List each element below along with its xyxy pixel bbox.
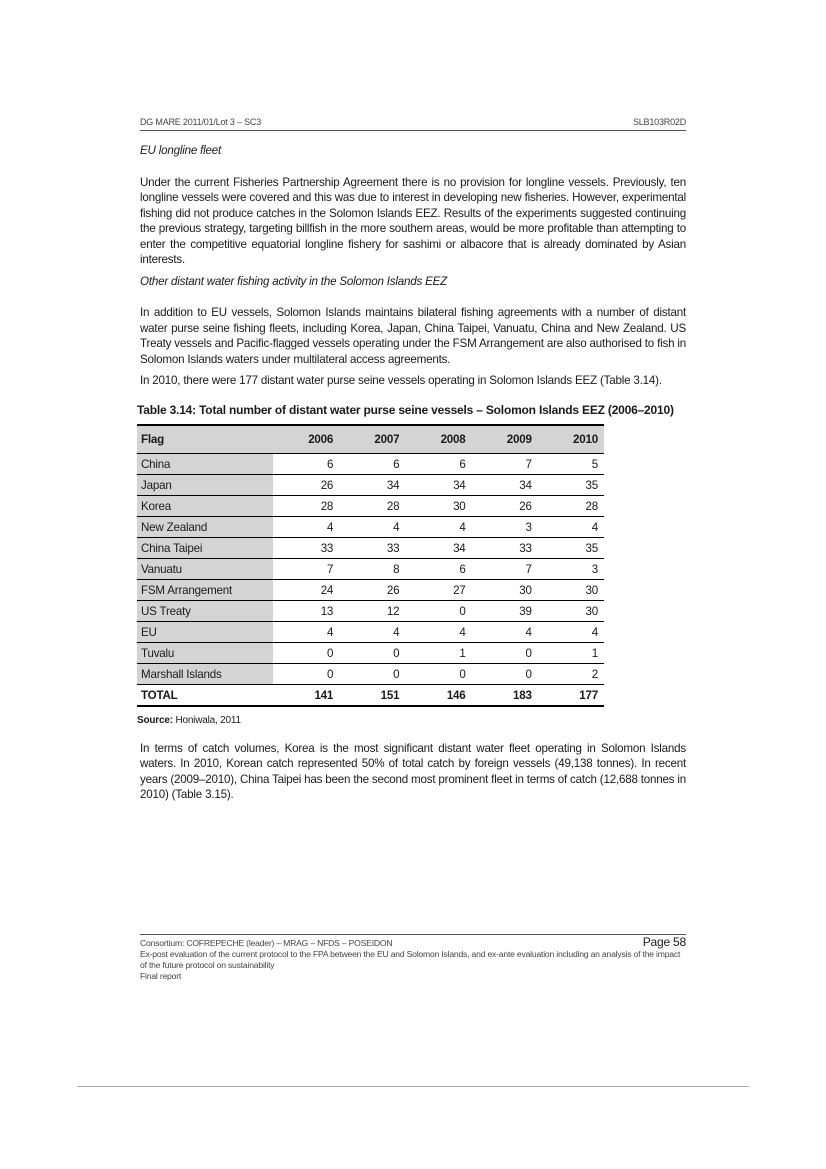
value-cell: 34 bbox=[472, 475, 538, 496]
header-flag: Flag bbox=[137, 425, 273, 454]
closing-paragraph: In terms of catch volumes, Korea is the most significant distant water fleet operating in Solomon Islands waters. In 2010, Korean catch represented 50% of total catch by foreign vessels (49,138 tonnes). In recent years (2009–2010), China Taipei has been the second most prominent fleet in terms of catch (12,688 tonnes in 2010) (Table 3.15). bbox=[140, 741, 686, 801]
value-cell: 34 bbox=[405, 475, 471, 496]
value-cell: 39 bbox=[472, 601, 538, 622]
value-cell: 4 bbox=[538, 622, 604, 643]
value-cell: 6 bbox=[273, 454, 339, 475]
value-cell: 6 bbox=[405, 559, 471, 580]
flag-cell: TOTAL bbox=[137, 685, 273, 707]
source-label: Source: bbox=[137, 715, 173, 726]
other-fishing-paragraph-2: In 2010, there were 177 distant water purse seine vessels operating in Solomon Islands EEZ (Table 3.14). bbox=[140, 374, 662, 387]
value-cell: 1 bbox=[538, 643, 604, 664]
value-cell: 3 bbox=[472, 517, 538, 538]
value-cell: 28 bbox=[538, 496, 604, 517]
page-number: Page 58 bbox=[642, 935, 686, 949]
value-cell: 28 bbox=[339, 496, 405, 517]
header-doc-id: SLB103R02D bbox=[632, 117, 686, 127]
value-cell: 0 bbox=[339, 643, 405, 664]
value-cell: 34 bbox=[339, 475, 405, 496]
table-row bbox=[137, 454, 604, 475]
header-2007: 2007 bbox=[339, 425, 405, 454]
value-cell: 27 bbox=[405, 580, 471, 601]
value-cell: 151 bbox=[339, 685, 405, 707]
value-cell: 0 bbox=[472, 664, 538, 685]
footer-consortium: Consortium: COFREPECHE (leader) – MRAG – NFDS – POSEIDON bbox=[140, 938, 393, 948]
value-cell: 1 bbox=[405, 643, 471, 664]
value-cell: 141 bbox=[273, 685, 339, 707]
header-2010: 2010 bbox=[538, 425, 604, 454]
value-cell: 30 bbox=[538, 601, 604, 622]
flag-cell: Korea bbox=[137, 496, 273, 517]
table-row bbox=[137, 601, 604, 622]
value-cell: 26 bbox=[472, 496, 538, 517]
value-cell: 4 bbox=[405, 517, 471, 538]
value-cell: 0 bbox=[273, 664, 339, 685]
source-text: Honiwala, 2011 bbox=[175, 715, 241, 726]
value-cell: 5 bbox=[538, 454, 604, 475]
footer-description: Ex-post evaluation of the current protocol to the FPA between the EU and Solomon Islands, and ex-ante evaluation including an analysis of the impact of the future protocol on sustainability bbox=[140, 949, 681, 970]
value-cell: 4 bbox=[273, 622, 339, 643]
value-cell: 183 bbox=[472, 685, 538, 707]
value-cell: 30 bbox=[538, 580, 604, 601]
value-cell: 6 bbox=[339, 454, 405, 475]
value-cell: 0 bbox=[339, 664, 405, 685]
table-row bbox=[137, 664, 604, 685]
flag-cell: New Zealand bbox=[137, 517, 273, 538]
value-cell: 177 bbox=[538, 685, 604, 707]
other-fishing-heading: Other distant water fishing activity in the Solomon Islands EEZ bbox=[140, 274, 448, 288]
flag-cell: China Taipei bbox=[137, 538, 273, 559]
flag-cell: China bbox=[137, 454, 273, 475]
table-row bbox=[137, 475, 604, 496]
footer-report-type: Final report bbox=[140, 971, 182, 981]
header-2006: 2006 bbox=[273, 425, 339, 454]
flag-cell: Marshall Islands bbox=[137, 664, 273, 685]
value-cell: 7 bbox=[273, 559, 339, 580]
bottom-rule bbox=[77, 1086, 749, 1087]
value-cell: 0 bbox=[405, 664, 471, 685]
value-cell: 4 bbox=[339, 622, 405, 643]
value-cell: 34 bbox=[405, 538, 471, 559]
table-row bbox=[137, 643, 604, 664]
value-cell: 26 bbox=[339, 580, 405, 601]
value-cell: 0 bbox=[273, 643, 339, 664]
value-cell: 8 bbox=[339, 559, 405, 580]
eu-longline-heading: EU longline fleet bbox=[140, 144, 222, 157]
value-cell: 4 bbox=[405, 622, 471, 643]
value-cell: 24 bbox=[273, 580, 339, 601]
header-rule bbox=[140, 130, 686, 131]
header-2008: 2008 bbox=[405, 425, 471, 454]
value-cell: 4 bbox=[339, 517, 405, 538]
table-body bbox=[137, 454, 604, 707]
table-row bbox=[137, 622, 604, 643]
table-total-row bbox=[137, 685, 604, 707]
value-cell: 4 bbox=[273, 517, 339, 538]
value-cell: 3 bbox=[538, 559, 604, 580]
other-fishing-paragraph-1: In addition to EU vessels, Solomon Islands maintains bilateral fishing agreements with a number of distant water purse seine fishing fleets, including Korea, Japan, China Taipei, Vanuatu, China and New Zealand. US Treaty vessels and Pacific-flagged vessels operating under the FSM Arrangement are also authorised to fish in Solomon Islands waters under multilateral access agreements. bbox=[140, 306, 686, 366]
flag-cell: EU bbox=[137, 622, 273, 643]
value-cell: 7 bbox=[472, 454, 538, 475]
value-cell: 6 bbox=[405, 454, 471, 475]
value-cell: 7 bbox=[472, 559, 538, 580]
page-content bbox=[137, 143, 686, 809]
value-cell: 4 bbox=[538, 517, 604, 538]
table-source bbox=[137, 713, 686, 729]
value-cell: 146 bbox=[405, 685, 471, 707]
table-row bbox=[137, 580, 604, 601]
eu-longline-paragraph: Under the current Fisheries Partnership Agreement there is no provision for longline vessels. Previously, ten longline vessels were covered and this was due to interest in developing new fisheries. However, experimental fishing did not produce catches in the Solomon Islands EEZ. Results of the experiments suggested continuing the previous strategy, targeting billfish in the more southern areas, would be more profitable than attempting to enter the competitive equatorial longline fishery for sashimi or albacore that is already dominated by Asian interests. bbox=[140, 175, 686, 266]
value-cell: 35 bbox=[538, 475, 604, 496]
table-row bbox=[137, 559, 604, 580]
value-cell: 2 bbox=[538, 664, 604, 685]
flag-cell: US Treaty bbox=[137, 601, 273, 622]
table-caption: Table 3.14: Total number of distant water purse seine vessels – Solomon Islands EEZ (2006–2010) bbox=[137, 402, 674, 417]
value-cell: 28 bbox=[273, 496, 339, 517]
value-cell: 12 bbox=[339, 601, 405, 622]
value-cell: 4 bbox=[472, 622, 538, 643]
value-cell: 0 bbox=[405, 601, 471, 622]
flag-cell: Japan bbox=[137, 475, 273, 496]
value-cell: 33 bbox=[273, 538, 339, 559]
table-row bbox=[137, 496, 604, 517]
value-cell: 0 bbox=[472, 643, 538, 664]
vessels-table bbox=[137, 424, 604, 707]
flag-cell: FSM Arrangement bbox=[137, 580, 273, 601]
value-cell: 30 bbox=[472, 580, 538, 601]
value-cell: 33 bbox=[339, 538, 405, 559]
flag-cell: Tuvalu bbox=[137, 643, 273, 664]
value-cell: 13 bbox=[273, 601, 339, 622]
value-cell: 35 bbox=[538, 538, 604, 559]
value-cell: 26 bbox=[273, 475, 339, 496]
header-2009: 2009 bbox=[472, 425, 538, 454]
header-project-code: DG MARE 2011/01/Lot 3 – SC3 bbox=[140, 117, 261, 127]
table-header-row bbox=[137, 425, 604, 454]
value-cell: 33 bbox=[472, 538, 538, 559]
flag-cell: Vanuatu bbox=[137, 559, 273, 580]
running-header bbox=[140, 117, 686, 127]
table-row bbox=[137, 538, 604, 559]
value-cell: 30 bbox=[405, 496, 471, 517]
page-footer bbox=[140, 934, 686, 982]
table-row bbox=[137, 517, 604, 538]
